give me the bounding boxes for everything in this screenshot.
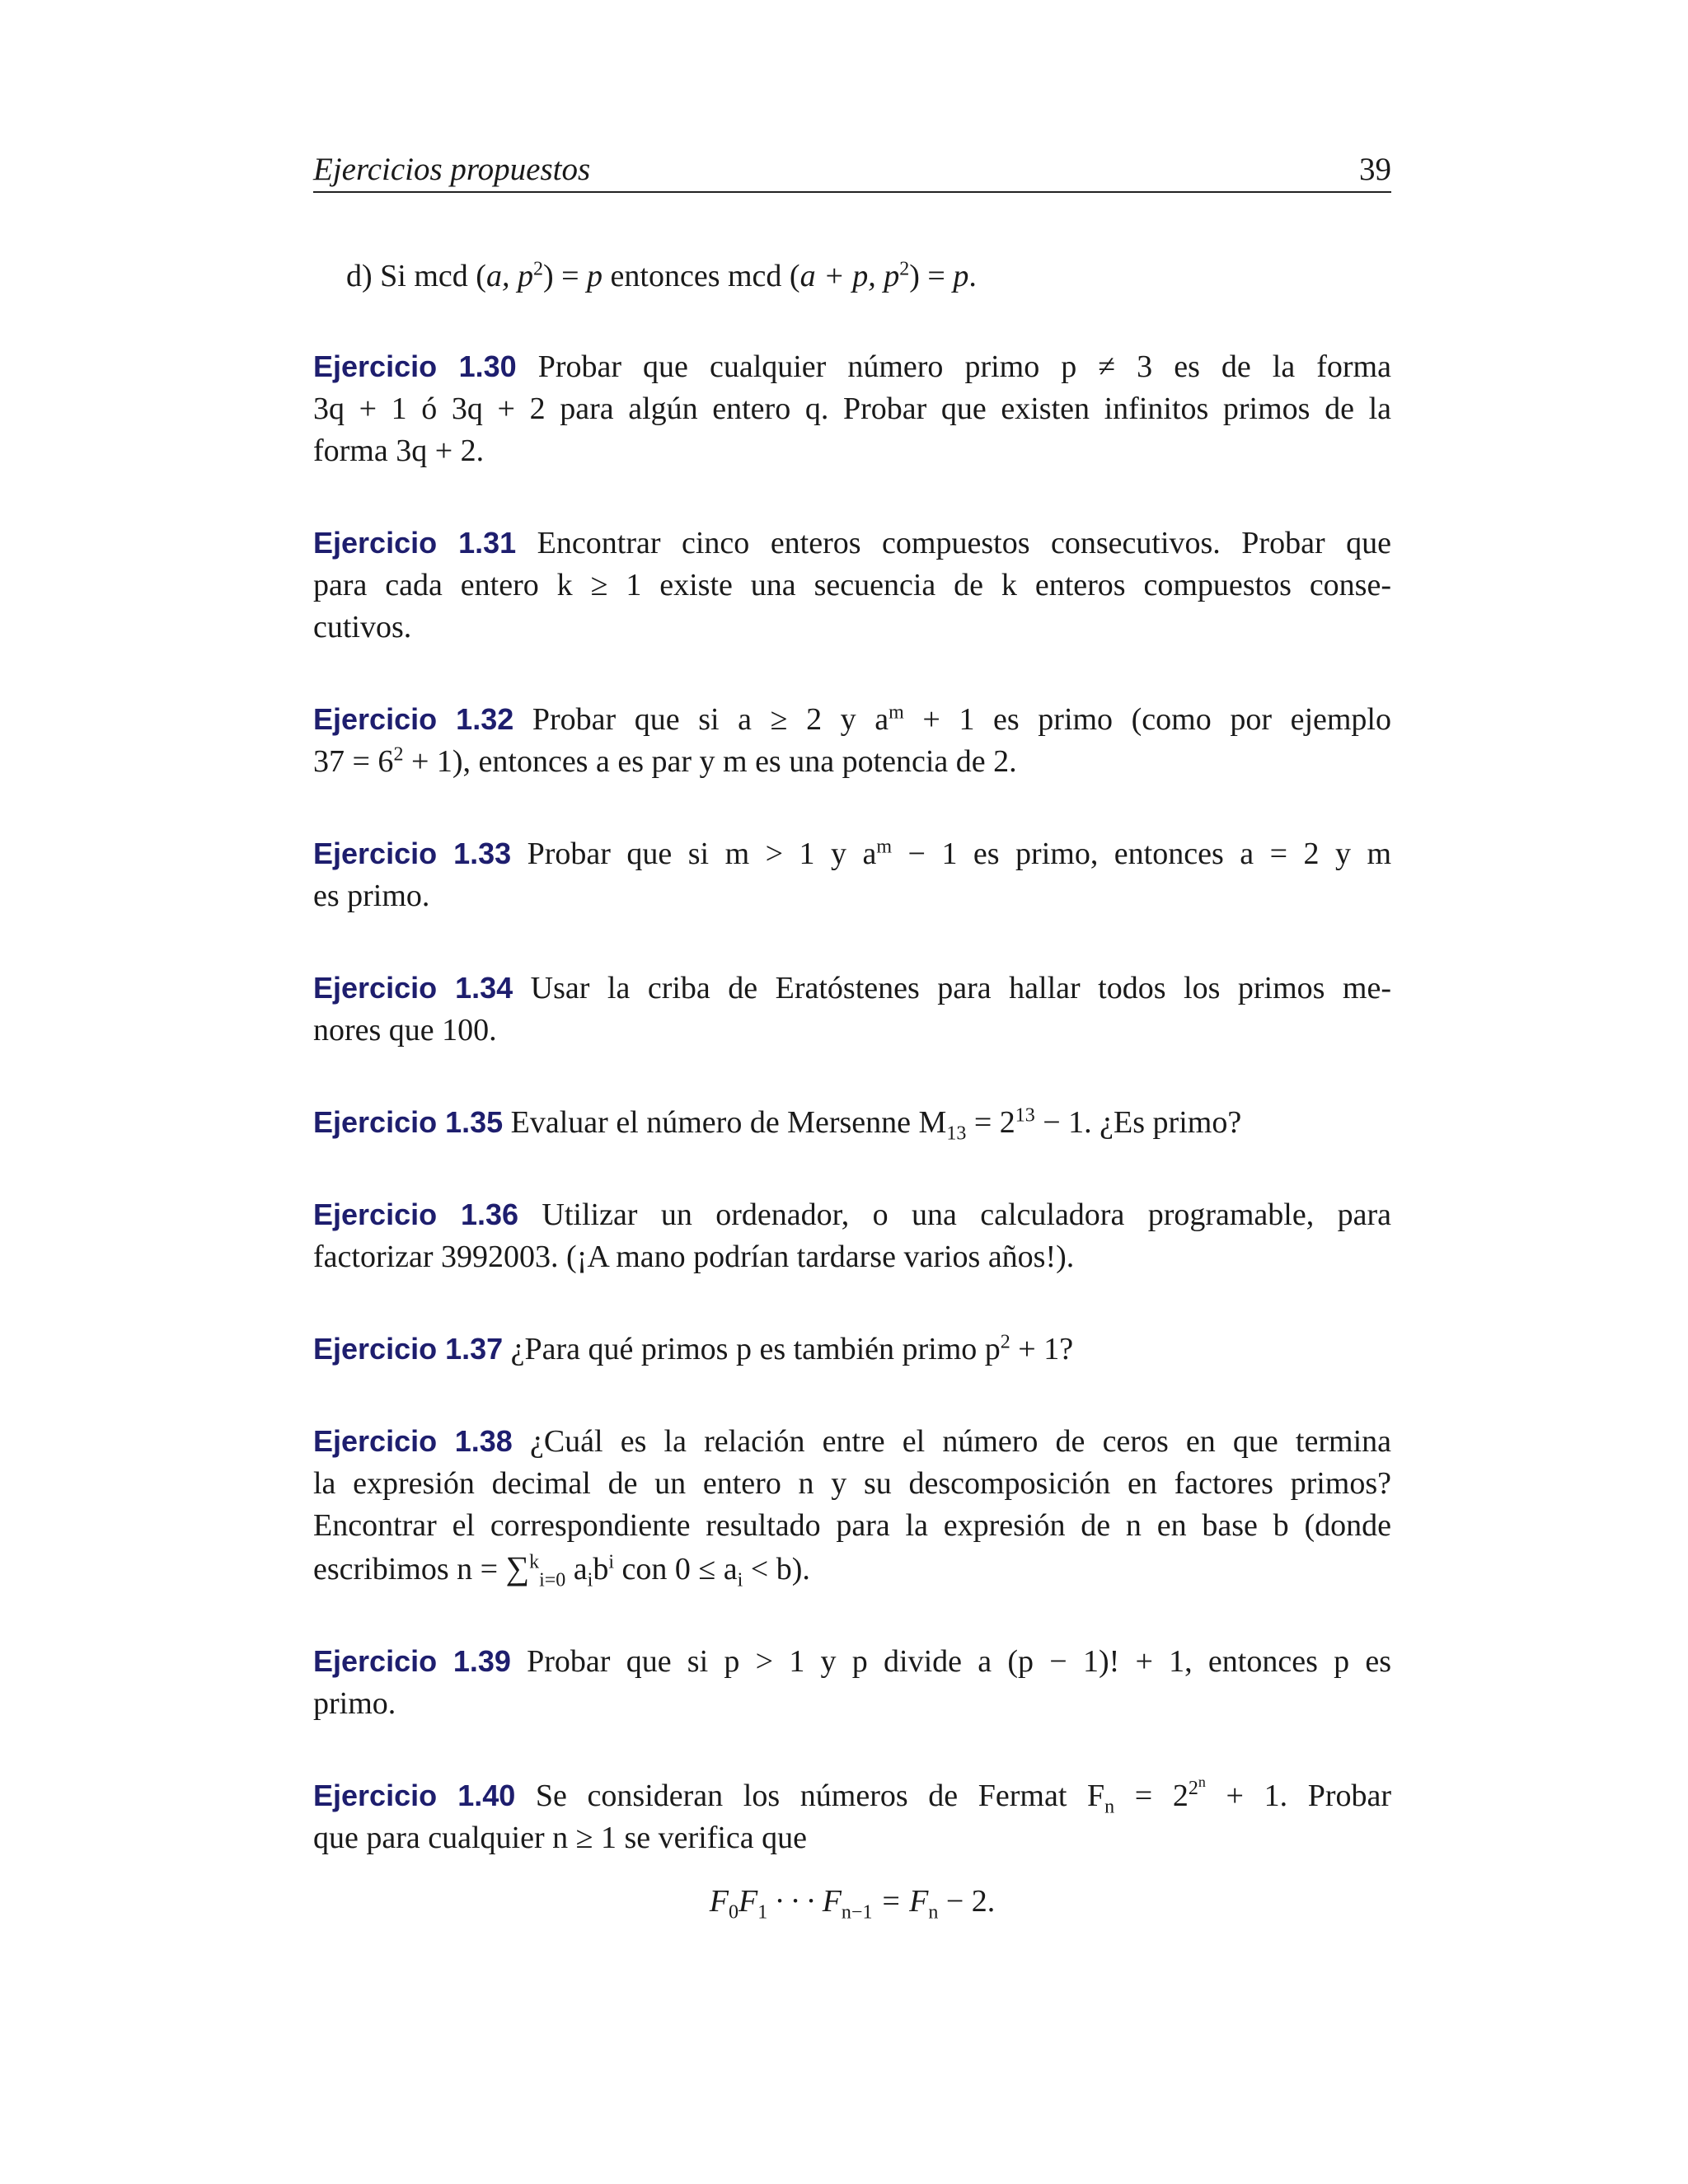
exercise-label: Ejercicio 1.38 <box>313 1424 513 1458</box>
exercise-label: Ejercicio 1.31 <box>313 526 517 560</box>
exercise-label: Ejercicio 1.33 <box>313 837 512 870</box>
subscript: i <box>587 1569 593 1591</box>
exercise-text: + 1? <box>1010 1332 1074 1366</box>
superscript: n <box>1198 1774 1206 1791</box>
exercise-text: < b). <box>743 1552 810 1586</box>
page-number: 39 <box>1359 152 1391 187</box>
exercise-text: es primo. <box>313 879 430 913</box>
superscript: 2 <box>1000 1331 1010 1353</box>
exercise-text: = 2 <box>966 1105 1015 1140</box>
text: . <box>968 259 977 293</box>
subscript: i=0 <box>539 1569 566 1591</box>
exercise-text: + 1. Probar <box>1205 1779 1392 1813</box>
exercise-1-36 <box>313 1193 1391 1278</box>
math: · · · F <box>767 1884 842 1919</box>
superscript: 13 <box>1015 1104 1035 1127</box>
exercise-text: la expresión decimal de un entero n y su descomposición en factores primos? <box>313 1466 1391 1501</box>
subscript: n <box>928 1901 939 1924</box>
exercise-text: Encontrar cinco enteros compuestos consecutivos. Probar que <box>516 526 1391 560</box>
exercise-text: = 2 <box>1114 1779 1189 1813</box>
exercise-text: Utilizar un ordenador, o una calculadora programable, para <box>518 1197 1391 1232</box>
text: Si mcd ( <box>380 259 486 293</box>
exercise-label: Ejercicio 1.35 <box>313 1105 504 1139</box>
math: a + p, p <box>799 259 900 293</box>
exercise-text: con 0 ≤ a <box>614 1552 738 1586</box>
exercise-text: Probar que si a ≥ 2 y a <box>513 702 889 737</box>
superscript: 2 <box>1188 1778 1198 1800</box>
exercise-text: + 1), entonces a es par y m es una potencia de 2. <box>403 744 1017 779</box>
exercise-text: 37 = 6 <box>313 744 394 779</box>
exercise-label: Ejercicio 1.34 <box>313 971 513 1005</box>
subscript: n−1 <box>841 1901 873 1924</box>
exercise-text: Probar que si p > 1 y p divide a (p − 1)! + 1, entonces p es <box>510 1644 1391 1679</box>
exercise-text: forma 3q + 2. <box>313 434 485 468</box>
subscript: n <box>1104 1796 1115 1818</box>
exercise-text: 3q + 1 ó 3q + 2 para algún entero q. Probar que existen infinitos primos de la <box>313 391 1391 426</box>
exercise-text: factorizar 3992003. (¡A mano podrían tardarse varios años!). <box>313 1240 1075 1274</box>
exercise-text: b <box>593 1552 609 1586</box>
subscript: 1 <box>757 1901 768 1924</box>
exercise-text: a <box>565 1552 588 1586</box>
exercise-label: Ejercicio 1.37 <box>313 1332 504 1366</box>
exercise-text: Evaluar el número de Mersenne M <box>503 1105 947 1140</box>
exercise-text: primo. <box>313 1686 396 1721</box>
exercise-label: Ejercicio 1.32 <box>313 702 514 736</box>
exercise-1-37 <box>313 1328 1391 1371</box>
running-header <box>313 145 1391 193</box>
display-equation <box>313 1881 1391 1923</box>
superscript: m <box>876 836 893 858</box>
summation-symbol: ∑ <box>505 1549 530 1586</box>
exercise-text: − 1. ¿Es primo? <box>1034 1105 1242 1140</box>
exercise-text: + 1 es primo (como por ejemplo <box>903 702 1391 737</box>
math: F <box>709 1884 729 1919</box>
text: entonces mcd ( <box>603 259 800 293</box>
exercise-1-34 <box>313 967 1391 1052</box>
exercise-text: − 1 es primo, entonces a = 2 y m <box>892 837 1392 871</box>
exercise-text: que para cualquier n ≥ 1 se verifica que <box>313 1821 808 1855</box>
list-item-d: d) Si mcd (a, $p^2) = p$ entonces mcd (a + p, $p^2) = p$. <box>346 258 977 293</box>
exercise-text: Probar que si m > 1 y a <box>511 837 877 871</box>
item-marker: d) <box>346 259 373 293</box>
exercise-label: Ejercicio 1.40 <box>313 1779 516 1812</box>
exercise-label: Ejercicio 1.30 <box>313 349 517 383</box>
exercise-text: cutivos. <box>313 610 412 644</box>
exercise-text: Se consideran los números de Fermat F <box>515 1779 1105 1813</box>
math: p <box>587 259 603 293</box>
superscript: k <box>529 1551 540 1573</box>
exercise-1-33 <box>313 832 1391 917</box>
header-title: Ejercicios propuestos <box>313 152 591 187</box>
exercise-1-30 <box>313 345 1391 472</box>
text: ) = <box>909 259 954 293</box>
exercise-text: para cada entero k ≥ 1 existe una secuencia de k enteros compuestos conse- <box>313 568 1391 602</box>
subscript: 0 <box>728 1901 738 1924</box>
math: p <box>953 259 969 293</box>
exercise-text: ¿Para qué primos p es también primo p <box>503 1332 1001 1366</box>
exercise-text: Probar que cualquier número primo p ≠ 3 es de la forma <box>516 349 1391 384</box>
page-content <box>313 255 1391 1923</box>
exercise-text: Usar la criba de Eratóstenes para hallar todos los primos me- <box>513 971 1391 1005</box>
exercise-text: Encontrar el correspondiente resultado para la expresión de n en base b (donde <box>313 1508 1391 1543</box>
exercise-1-32 <box>313 698 1391 783</box>
exercise-1-31 <box>313 522 1391 649</box>
subscript: i <box>737 1569 743 1591</box>
exercise-1-40 <box>313 1774 1391 1923</box>
exercise-1-35 <box>313 1101 1391 1144</box>
math: = F <box>872 1884 929 1919</box>
exercise-text: ¿Cuál es la relación entre el número de ceros en que termina <box>512 1424 1391 1459</box>
math: a, p <box>485 259 533 293</box>
math: F <box>738 1884 758 1919</box>
exercise-1-39 <box>313 1640 1391 1725</box>
exercise-label: Ejercicio 1.39 <box>313 1644 511 1678</box>
math: − 2. <box>938 1884 996 1919</box>
superscript: i <box>608 1551 615 1573</box>
text: ) = <box>542 259 588 293</box>
exercise-text: nores que 100. <box>313 1013 497 1047</box>
exercise-1-38 <box>313 1420 1391 1591</box>
exercise-label: Ejercicio 1.36 <box>313 1197 519 1231</box>
superscript: 2 <box>393 743 404 766</box>
superscript: m <box>889 701 904 724</box>
exercise-text: escribimos n = <box>313 1552 506 1586</box>
subscript: 13 <box>946 1122 967 1145</box>
